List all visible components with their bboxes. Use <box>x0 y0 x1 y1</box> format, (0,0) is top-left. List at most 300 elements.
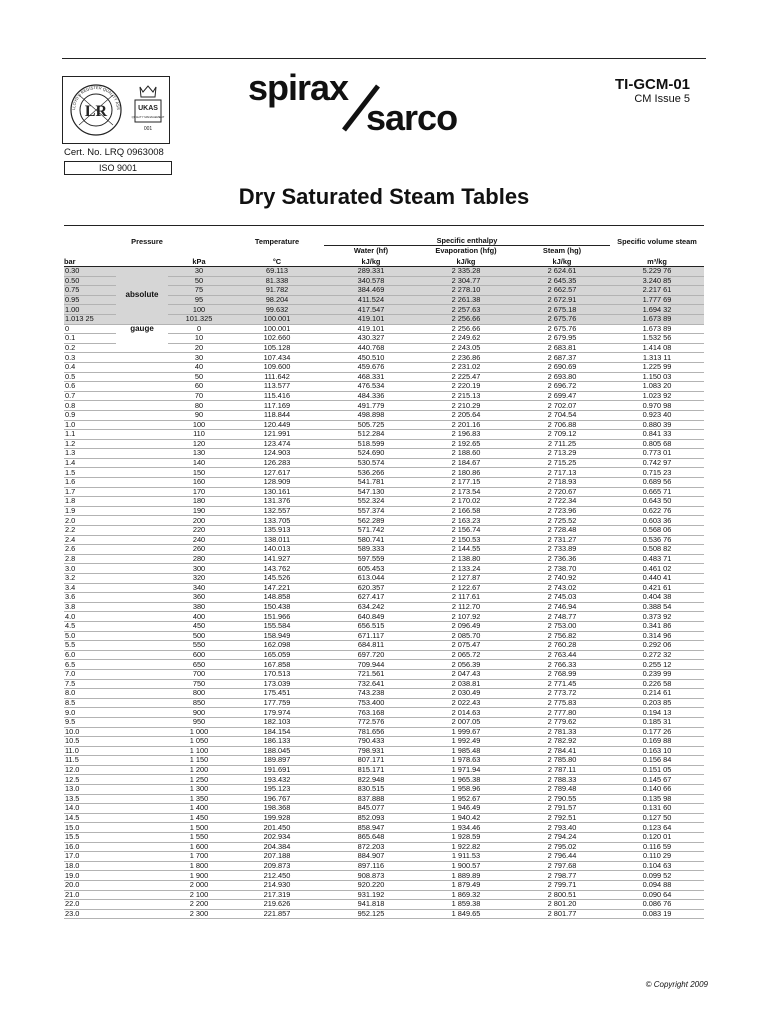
table-cell: 127.617 <box>230 468 324 478</box>
table-row <box>64 545 704 555</box>
table-cell: 550 <box>168 641 230 651</box>
table-cell: 697.720 <box>324 650 418 660</box>
table-cell: 0.461 02 <box>610 564 704 574</box>
table-cell: 571.742 <box>324 526 418 536</box>
table-cell: 201.450 <box>230 823 324 833</box>
table-cell: 133.705 <box>230 516 324 526</box>
table-cell: 2 760.28 <box>514 641 610 651</box>
table-cell <box>116 813 168 823</box>
table-cell: 2 798.77 <box>514 871 610 881</box>
table-cell <box>116 458 168 468</box>
table-cell: 2 743.02 <box>514 583 610 593</box>
table-cell: 1.673 89 <box>610 324 704 334</box>
table-cell: 190 <box>168 506 230 516</box>
table-cell: 138.011 <box>230 535 324 545</box>
table-cell: 950 <box>168 717 230 727</box>
table-cell: 2 047.43 <box>418 669 514 679</box>
table-cell: 0.880 39 <box>610 420 704 430</box>
table-row <box>64 833 704 843</box>
table-cell: 81.338 <box>230 276 324 286</box>
table-cell: 2 144.55 <box>418 545 514 555</box>
table-cell: 21.0 <box>64 890 116 900</box>
table-cell: 130 <box>168 449 230 459</box>
table-cell: 1.5 <box>64 468 116 478</box>
table-cell: 3.4 <box>64 583 116 593</box>
table-cell: 0.127 50 <box>610 813 704 823</box>
table-cell: 2 163.23 <box>418 516 514 526</box>
table-cell: 0.086 76 <box>610 900 704 910</box>
table-cell: 135.913 <box>230 526 324 536</box>
table-cell: 1.4 <box>64 458 116 468</box>
table-cell: 2 801.77 <box>514 909 610 919</box>
table-cell: 0.8 <box>64 401 116 411</box>
table-cell: 2 766.33 <box>514 660 610 670</box>
table-row <box>64 804 704 814</box>
table-cell: 219.626 <box>230 900 324 910</box>
table-cell: 9.0 <box>64 708 116 718</box>
table-cell <box>116 833 168 843</box>
table-cell: 2 220.19 <box>418 382 514 392</box>
table-cell: 419.101 <box>324 314 418 324</box>
header-evaporation: Evaporation (hfg) <box>435 246 497 256</box>
table-cell <box>116 900 168 910</box>
table-cell: 196.767 <box>230 794 324 804</box>
table-row <box>64 353 704 363</box>
table-cell: 200 <box>168 516 230 526</box>
ukas-mark-icon <box>131 83 165 137</box>
table-cell: 541.781 <box>324 478 418 488</box>
table-cell: 2 014.63 <box>418 708 514 718</box>
table-cell: 19.0 <box>64 871 116 881</box>
table-cell: 2 779.62 <box>514 717 610 727</box>
table-cell: 0.5 <box>64 372 116 382</box>
table-cell: 1 971.94 <box>418 765 514 775</box>
table-cell: 0.3 <box>64 353 116 363</box>
table-cell: 173.039 <box>230 679 324 689</box>
table-cell: 0.314 96 <box>610 631 704 641</box>
unit-celsius: °C <box>230 256 324 267</box>
table-cell: 589.333 <box>324 545 418 555</box>
table-cell: 1.9 <box>64 506 116 516</box>
table-cell: 2 117.61 <box>418 593 514 603</box>
table-cell: 620.357 <box>324 583 418 593</box>
table-cell: 165.059 <box>230 650 324 660</box>
table-cell: 2 693.80 <box>514 372 610 382</box>
table-cell: 17.0 <box>64 852 116 862</box>
table-cell: 884.907 <box>324 852 418 862</box>
table-cell: 143.762 <box>230 564 324 574</box>
table-cell: 1.1 <box>64 430 116 440</box>
table-row <box>64 900 704 910</box>
table-cell: 2 335.28 <box>418 267 514 277</box>
table-cell: 69.113 <box>230 267 324 277</box>
table-cell: 1 978.63 <box>418 756 514 766</box>
table-cell: 1 992.49 <box>418 737 514 747</box>
table-cell: 650 <box>168 660 230 670</box>
table-cell: 2 788.33 <box>514 775 610 785</box>
ukas-sub: QUALITY MANAGEMENT <box>131 115 165 119</box>
table-cell: 214.930 <box>230 881 324 891</box>
table-row <box>64 324 704 334</box>
table-cell: 865.648 <box>324 833 418 843</box>
table-cell: 2.217 61 <box>610 286 704 296</box>
table-cell: 15.5 <box>64 833 116 843</box>
table-cell: 2 007.05 <box>418 717 514 727</box>
table-cell: 191.691 <box>230 765 324 775</box>
table-cell: 0.841 33 <box>610 430 704 440</box>
table-cell: 2 790.55 <box>514 794 610 804</box>
table-cell: 721.561 <box>324 669 418 679</box>
table-cell: 120 <box>168 439 230 449</box>
table-cell: 1 869.32 <box>418 890 514 900</box>
table-cell: 5.5 <box>64 641 116 651</box>
table-cell: 2 215.13 <box>418 391 514 401</box>
table-cell: 1 150 <box>168 756 230 766</box>
table-cell: 102.660 <box>230 334 324 344</box>
table-cell: 98.204 <box>230 295 324 305</box>
table-cell: 640.849 <box>324 612 418 622</box>
table-cell: 684.811 <box>324 641 418 651</box>
table-cell: 2 709.12 <box>514 430 610 440</box>
header-volume: Specific volume steam <box>617 236 697 246</box>
table-cell: 220 <box>168 526 230 536</box>
table-cell: 2 777.80 <box>514 708 610 718</box>
table-cell: 0.9 <box>64 410 116 420</box>
table-cell: 0.95 <box>64 295 116 305</box>
table-cell: 0.169 88 <box>610 737 704 747</box>
table-cell: 2 791.57 <box>514 804 610 814</box>
table-row <box>64 612 704 622</box>
table-cell: 2 127.87 <box>418 574 514 584</box>
table-row <box>64 362 704 372</box>
table-cell: 450 <box>168 621 230 631</box>
table-cell: 2.0 <box>64 516 116 526</box>
table-cell: 20 <box>168 343 230 353</box>
table-cell: 872.203 <box>324 842 418 852</box>
table-cell: 151.966 <box>230 612 324 622</box>
ukas-number: 001 <box>143 126 153 132</box>
table-cell: 580.741 <box>324 535 418 545</box>
table-cell: 15.0 <box>64 823 116 833</box>
table-cell: 195.123 <box>230 785 324 795</box>
table-cell: 167.858 <box>230 660 324 670</box>
table-cell: 2 180.86 <box>418 468 514 478</box>
table-cell: 830.515 <box>324 785 418 795</box>
table-cell <box>116 535 168 545</box>
table-cell: 2 256.66 <box>418 314 514 324</box>
table-cell: 897.116 <box>324 861 418 871</box>
table-cell: 562.289 <box>324 516 418 526</box>
table-row <box>64 449 704 459</box>
table-cell <box>116 430 168 440</box>
table-cell: 2 683.81 <box>514 343 610 353</box>
table-row <box>64 794 704 804</box>
table-cell <box>116 343 168 353</box>
table-cell: 170 <box>168 487 230 497</box>
table-cell: 798.931 <box>324 746 418 756</box>
table-cell: 14.0 <box>64 804 116 814</box>
table-cell: 179.974 <box>230 708 324 718</box>
table-cell: 0.226 58 <box>610 679 704 689</box>
table-cell: 0.185 31 <box>610 717 704 727</box>
table-row <box>64 669 704 679</box>
table-cell: 1 700 <box>168 852 230 862</box>
table-cell: 1 900 <box>168 871 230 881</box>
table-cell: 2 261.38 <box>418 295 514 305</box>
table-cell: 0.145 67 <box>610 775 704 785</box>
table-cell: 2 717.13 <box>514 468 610 478</box>
table-cell <box>116 650 168 660</box>
unit-bar: bar <box>64 256 116 267</box>
table-row <box>64 861 704 871</box>
table-cell: 491.779 <box>324 401 418 411</box>
table-cell: 2 304.77 <box>418 276 514 286</box>
table-cell: 613.044 <box>324 574 418 584</box>
table-cell: 2 706.88 <box>514 420 610 430</box>
table-cell: 0.603 36 <box>610 516 704 526</box>
table-row <box>64 756 704 766</box>
table-cell: 468.331 <box>324 372 418 382</box>
header-temperature: Temperature <box>254 236 300 246</box>
table-row <box>64 641 704 651</box>
table-cell: 198.368 <box>230 804 324 814</box>
table-row <box>64 564 704 574</box>
table-row <box>64 602 704 612</box>
steam-table <box>64 225 704 919</box>
table-cell: 80 <box>168 401 230 411</box>
table-cell <box>116 478 168 488</box>
table-cell: 2 243.05 <box>418 343 514 353</box>
table-row <box>64 650 704 660</box>
table-row <box>64 430 704 440</box>
table-cell: 11.0 <box>64 746 116 756</box>
table-cell: 417.547 <box>324 305 418 315</box>
table-row <box>64 593 704 603</box>
table-cell: 2 624.61 <box>514 267 610 277</box>
unit-evaporation: kJ/kg <box>418 256 514 267</box>
table-cell: 10.5 <box>64 737 116 747</box>
table-cell: 289.331 <box>324 267 418 277</box>
table-cell: 110 <box>168 430 230 440</box>
table-cell: 2 763.44 <box>514 650 610 660</box>
table-row <box>64 689 704 699</box>
table-cell <box>116 804 168 814</box>
table-row <box>64 765 704 775</box>
header-enthalpy: Specific enthalpy <box>324 226 610 246</box>
table-cell: 70 <box>168 391 230 401</box>
table-cell: 1 100 <box>168 746 230 756</box>
ukas-text: UKAS <box>138 105 158 112</box>
table-row <box>64 343 704 353</box>
table-cell <box>116 727 168 737</box>
table-row <box>64 410 704 420</box>
table-cell: 2 075.47 <box>418 641 514 651</box>
table-cell: 1 350 <box>168 794 230 804</box>
table-row <box>64 506 704 516</box>
table-cell: 2 096.49 <box>418 621 514 631</box>
table-cell: 212.450 <box>230 871 324 881</box>
table-cell <box>116 823 168 833</box>
table-row <box>64 890 704 900</box>
table-cell: 476.534 <box>324 382 418 392</box>
table-row <box>64 727 704 737</box>
table-row <box>64 516 704 526</box>
table-row <box>64 746 704 756</box>
table-cell <box>116 775 168 785</box>
table-cell: 941.818 <box>324 900 418 910</box>
table-cell: 500 <box>168 631 230 641</box>
table-cell: 0.1 <box>64 334 116 344</box>
table-cell: 2.4 <box>64 535 116 545</box>
table-cell: 184.154 <box>230 727 324 737</box>
table-cell: 781.656 <box>324 727 418 737</box>
table-cell: 552.324 <box>324 497 418 507</box>
table-cell <box>116 794 168 804</box>
table-cell: 2 801.20 <box>514 900 610 910</box>
table-cell: 709.944 <box>324 660 418 670</box>
table-cell: 1.2 <box>64 439 116 449</box>
table-cell: 2 736.36 <box>514 554 610 564</box>
table-cell: 100.001 <box>230 324 324 334</box>
table-cell: 0.2 <box>64 343 116 353</box>
table-cell <box>116 871 168 881</box>
table-cell: 100 <box>168 420 230 430</box>
table-cell: 1.6 <box>64 478 116 488</box>
table-cell: 518.599 <box>324 439 418 449</box>
table-cell: 440.768 <box>324 343 418 353</box>
table-cell: 732.641 <box>324 679 418 689</box>
table-cell: 627.417 <box>324 593 418 603</box>
table-cell: 952.125 <box>324 909 418 919</box>
table-cell: 837.888 <box>324 794 418 804</box>
table-row <box>64 737 704 747</box>
table-cell: 2 699.47 <box>514 391 610 401</box>
table-cell: 2 696.72 <box>514 382 610 392</box>
table-cell: 0.805 68 <box>610 439 704 449</box>
table-cell: 126.283 <box>230 458 324 468</box>
table-row <box>64 458 704 468</box>
table-cell: 0.203 85 <box>610 698 704 708</box>
table-cell: 340 <box>168 583 230 593</box>
table-row <box>64 708 704 718</box>
table-cell: 40 <box>168 362 230 372</box>
table-cell <box>116 545 168 555</box>
table-cell: 0.094 88 <box>610 881 704 891</box>
table-cell: 2 085.70 <box>418 631 514 641</box>
table-cell: 763.168 <box>324 708 418 718</box>
table-cell: 141.927 <box>230 554 324 564</box>
table-cell: 1.3 <box>64 449 116 459</box>
table-cell: 2 000 <box>168 881 230 891</box>
table-cell: 107.434 <box>230 353 324 363</box>
table-cell: 0.75 <box>64 286 116 296</box>
table-cell: 700 <box>168 669 230 679</box>
table-cell: 140.013 <box>230 545 324 555</box>
table-cell: 1.414 08 <box>610 343 704 353</box>
table-cell <box>116 679 168 689</box>
table-cell: 2 711.25 <box>514 439 610 449</box>
table-cell: 1 952.67 <box>418 794 514 804</box>
table-cell: 320 <box>168 574 230 584</box>
table-cell: 2 782.92 <box>514 737 610 747</box>
table-cell: 2 794.24 <box>514 833 610 843</box>
table-cell: 2 793.40 <box>514 823 610 833</box>
table-cell <box>116 362 168 372</box>
table-cell: 2 690.69 <box>514 362 610 372</box>
table-cell: 2 725.52 <box>514 516 610 526</box>
top-rule <box>62 58 706 59</box>
table-cell: 1.023 92 <box>610 391 704 401</box>
copyright: © Copyright 2009 <box>645 980 708 989</box>
table-cell <box>116 583 168 593</box>
table-cell: 634.242 <box>324 602 418 612</box>
table-cell: 14.5 <box>64 813 116 823</box>
table-cell: 0.156 84 <box>610 756 704 766</box>
table-cell: 60 <box>168 382 230 392</box>
table-row <box>64 535 704 545</box>
table-cell: 2 257.63 <box>418 305 514 315</box>
table-cell: 1 600 <box>168 842 230 852</box>
table-cell: 3.240 85 <box>610 276 704 286</box>
table-cell: 124.903 <box>230 449 324 459</box>
table-cell: 13.0 <box>64 785 116 795</box>
table-cell: 2 704.54 <box>514 410 610 420</box>
table-cell <box>116 881 168 891</box>
table-cell: 182.103 <box>230 717 324 727</box>
table-cell: 2 785.80 <box>514 756 610 766</box>
table-cell: 260 <box>168 545 230 555</box>
table-cell: 75 <box>168 286 230 296</box>
table-cell: 2 795.02 <box>514 842 610 852</box>
table-cell: 1 200 <box>168 765 230 775</box>
table-cell: 280 <box>168 554 230 564</box>
table-cell <box>116 890 168 900</box>
table-cell: 2 733.89 <box>514 545 610 555</box>
table-cell: 0.483 71 <box>610 554 704 564</box>
table-cell <box>116 602 168 612</box>
table-cell: 753.400 <box>324 698 418 708</box>
table-cell: 90 <box>168 410 230 420</box>
table-row <box>64 420 704 430</box>
table-cell <box>116 439 168 449</box>
table-row <box>64 574 704 584</box>
logo-line2: sarco <box>366 97 458 134</box>
table-cell: 2 731.27 <box>514 535 610 545</box>
table-row <box>64 660 704 670</box>
table-cell: 380 <box>168 602 230 612</box>
table-cell: 743.238 <box>324 689 418 699</box>
table-cell: 105.128 <box>230 343 324 353</box>
table-cell <box>116 746 168 756</box>
header-pressure: Pressure <box>131 236 163 246</box>
table-cell: 1 928.59 <box>418 833 514 843</box>
table-cell: 0.7 <box>64 391 116 401</box>
table-cell: 120.449 <box>230 420 324 430</box>
table-cell <box>116 497 168 507</box>
table-cell: 450.510 <box>324 353 418 363</box>
table-cell: 0.30 <box>64 267 116 277</box>
table-cell: 0.665 71 <box>610 487 704 497</box>
table-cell: 1 550 <box>168 833 230 843</box>
table-cell: 2 225.47 <box>418 372 514 382</box>
table-cell: 177.759 <box>230 698 324 708</box>
table-row <box>64 698 704 708</box>
table-cell: 0.715 23 <box>610 468 704 478</box>
header-steam: Steam (hg) <box>542 246 582 256</box>
table-cell: 0.388 54 <box>610 602 704 612</box>
table-cell: 900 <box>168 708 230 718</box>
table-cell: 1 800 <box>168 861 230 871</box>
